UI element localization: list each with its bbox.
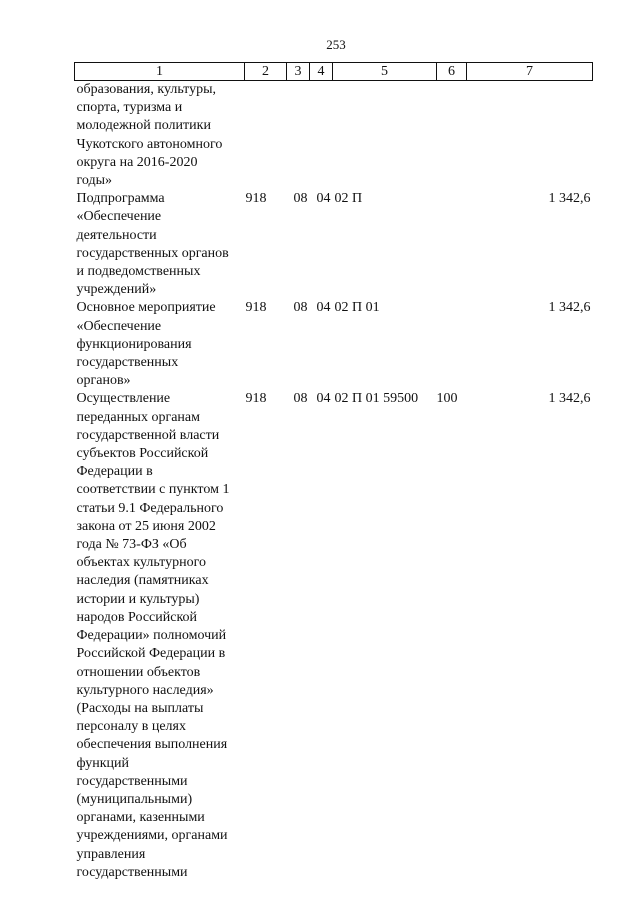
name-line: субъектов Российской	[76, 446, 209, 462]
cell-administrator: 918	[245, 300, 267, 316]
column-header-name: 1	[75, 63, 245, 81]
name-line: истории и культуры)	[76, 591, 200, 607]
name-line: Подпрограмма	[76, 191, 165, 207]
cell-subsection: 04	[316, 191, 331, 207]
name-line: органами, казенными	[76, 810, 205, 826]
cell-sum: 1 342,6	[548, 300, 591, 316]
name-line: «Обеспечение	[76, 209, 162, 225]
cell-name	[75, 299, 245, 390]
cell-section: 08	[293, 300, 308, 316]
name-line: государственной власти	[76, 427, 220, 443]
table-row	[75, 299, 593, 390]
table-row	[75, 390, 593, 881]
table-header	[75, 63, 593, 81]
name-line: Российской Федерации в	[76, 646, 226, 662]
name-line: статьи 9.1 Федерального	[76, 500, 224, 516]
budget-table	[74, 62, 593, 882]
cell-target-article: 02 П 01	[334, 300, 380, 316]
table-body	[75, 81, 593, 882]
column-header-target-article: 5	[333, 63, 437, 81]
cell-expense-type	[437, 190, 467, 299]
cell-sum: 1 342,6	[548, 191, 591, 207]
cell-section: 08	[293, 391, 308, 407]
name-line: функционирования	[76, 336, 192, 352]
cell-target-article: 02 П	[334, 191, 363, 207]
name-line: деятельности	[76, 227, 157, 243]
cell-sum: 1 342,6	[548, 391, 591, 407]
name-line: государственных органов	[76, 245, 229, 261]
name-line: персоналу в целях	[76, 719, 186, 735]
cell-administrator	[245, 81, 287, 191]
name-line: культурного наследия»	[76, 682, 214, 698]
name-line: отношении объектов	[76, 664, 201, 680]
name-line: государственными	[76, 773, 188, 789]
cell-name	[75, 81, 245, 191]
name-line: Федерации» полномочий	[76, 628, 227, 644]
name-line: государственных	[76, 355, 179, 371]
cell-sum	[467, 81, 593, 191]
cell-administrator: 918	[245, 391, 267, 407]
header-row	[75, 63, 593, 81]
name-line: образования, культуры,	[76, 82, 217, 97]
name-line: управления	[76, 846, 146, 862]
name-line: обеспечения выполнения	[76, 737, 228, 753]
name-line: Чукотского автономного	[76, 136, 223, 152]
name-line: и подведомственных	[76, 264, 201, 280]
column-header-subsection: 4	[310, 63, 333, 81]
cell-subsection: 04	[316, 300, 331, 316]
name-line: Федерации в	[76, 464, 153, 480]
name-line: «Обеспечение	[76, 318, 162, 334]
name-line: Основное мероприятие	[76, 300, 216, 316]
column-header-sum: 7	[467, 63, 593, 81]
cell-subsection	[310, 81, 333, 191]
cell-section: 08	[293, 191, 308, 207]
cell-expense-type	[437, 81, 467, 191]
column-header-expense-type: 6	[437, 63, 467, 81]
name-line: года № 73-ФЗ «Об	[76, 537, 187, 553]
name-line: органов»	[76, 373, 131, 389]
name-line: спорта, туризма и	[76, 100, 183, 116]
cell-target-article	[333, 81, 437, 191]
name-line: (Расходы на выплаты	[76, 700, 204, 716]
name-line: народов Российской	[76, 609, 198, 625]
column-header-section: 3	[287, 63, 310, 81]
cell-administrator: 918	[245, 191, 267, 207]
page-number: 253	[326, 37, 346, 52]
cell-subsection: 04	[316, 391, 331, 407]
name-line: наследия (памятниках	[76, 573, 209, 589]
name-line: Осуществление	[76, 391, 171, 407]
cell-name	[75, 190, 245, 299]
name-line: молодежной политики	[76, 118, 211, 134]
name-line: соответствии с пунктом 1	[76, 482, 230, 498]
table-row	[75, 81, 593, 191]
name-line: функций	[76, 755, 129, 771]
name-line: (муниципальными)	[76, 791, 193, 807]
name-line: учреждениями, органами	[76, 828, 228, 844]
cell-section	[287, 81, 310, 191]
name-line: закона от 25 июня 2002	[76, 518, 216, 534]
name-line: учреждений»	[76, 282, 157, 298]
name-line: годы»	[76, 173, 113, 189]
cell-expense-type	[437, 299, 467, 390]
cell-name	[75, 390, 245, 881]
name-line: округа на 2016-2020	[76, 154, 198, 170]
cell-target-article: 02 П 01 59500	[334, 391, 419, 407]
column-header-administrator: 2	[245, 63, 287, 81]
table-row	[75, 190, 593, 299]
cell-expense-type: 100	[436, 391, 458, 407]
name-line: переданных органам	[76, 409, 200, 425]
name-line: объектах культурного	[76, 555, 206, 571]
name-line: государственными	[76, 864, 188, 880]
